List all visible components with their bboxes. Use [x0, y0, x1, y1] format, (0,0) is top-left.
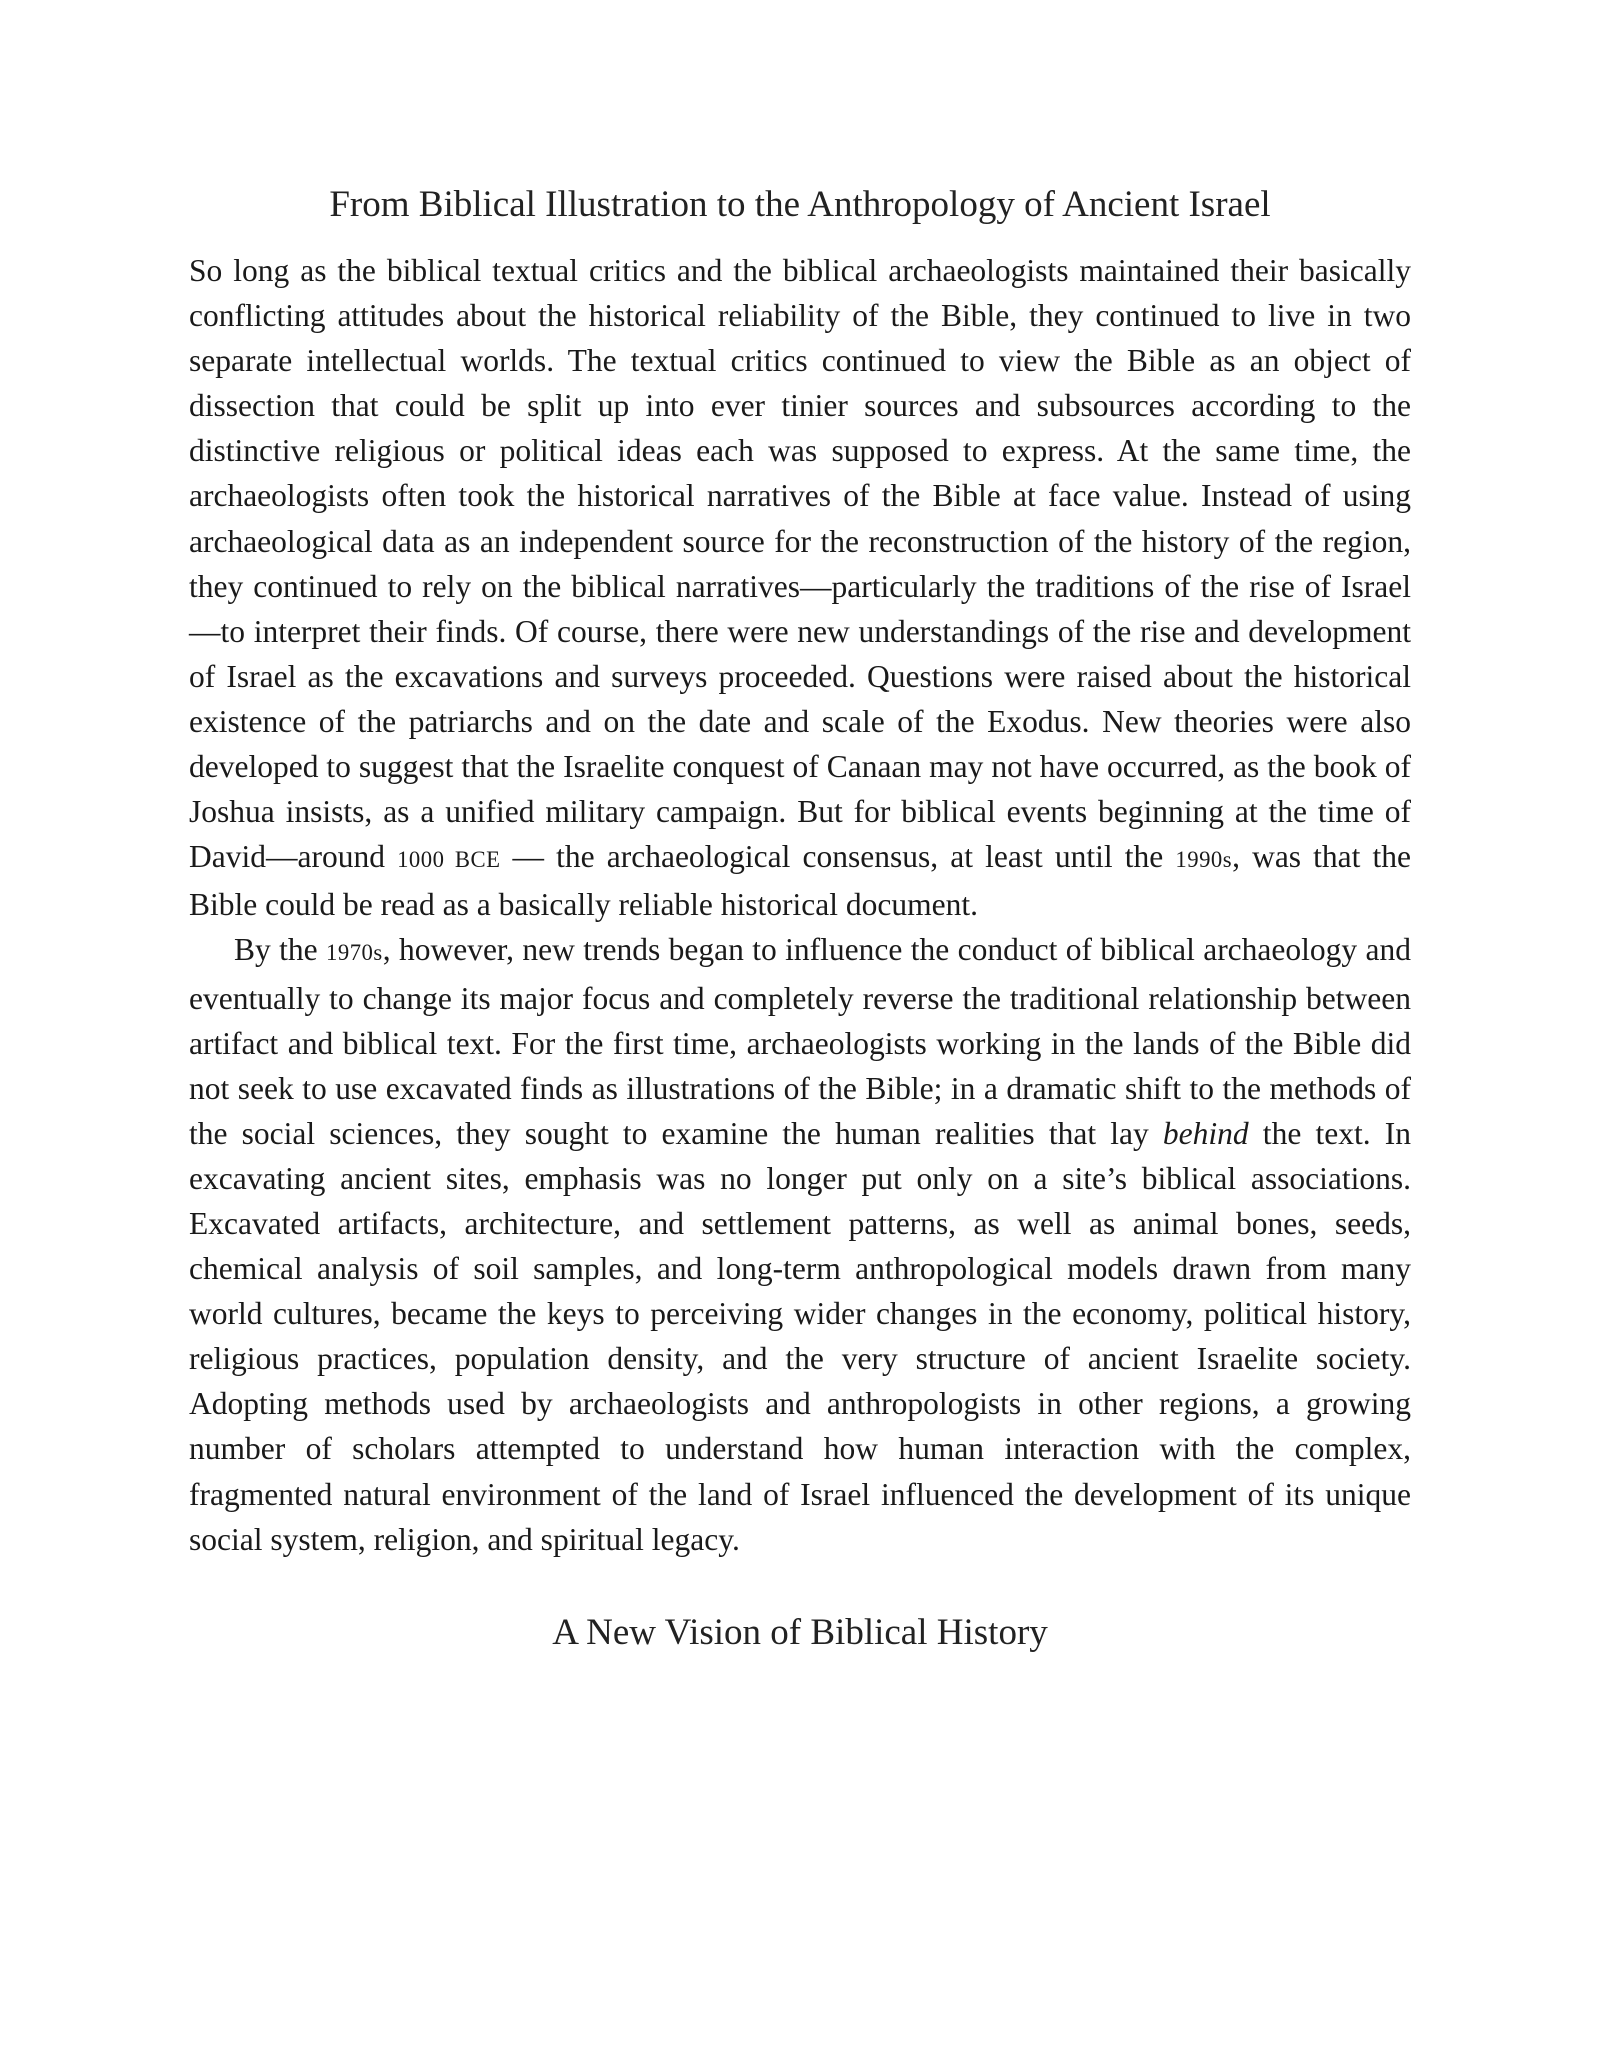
paragraph-2 [189, 927, 1411, 1561]
paragraph-2-text-a: By the [234, 932, 327, 968]
paragraph-2-emphasis: behind [1162, 1115, 1249, 1151]
paragraph-1-date: 1000 BCE [397, 847, 501, 873]
paragraph-1 [189, 248, 1411, 927]
paragraph-2-text-c: the text. In excavating ancient sites, emphasis was no longer put only on a site’s biblical associations. Excavated artifacts, architecture, and settlement patterns, as well as animal bones, seeds, chemical analysis of soil samples, and long-term anthropological models drawn from many world cultures, became the keys to perceiving wider changes in the economy, political history, religious practices, population density, and the very structure of ancient Israelite society. Adopting methods used by archaeologists and anthropologists in other regions, a growing number of scholars attempted to understand how human interaction with the complex, fragmented natural environment of the land of Israel influenced the development of its unique social system, religion, and spiritual legacy. [189, 1115, 1411, 1557]
paragraph-1-text-c: , was that the Bible could be read as a basically reliable historical document. [189, 839, 1412, 923]
paragraph-2-decade: 1970s [326, 940, 383, 966]
paragraph-1-text-a: So long as the biblical textual critics and the biblical archaeologists maintained their basically conflicting attitudes about the historical reliability of the Bible, they continued to live in two separate intellectual worlds. The textual critics continued to view the Bible as an object of dissection that could be split up into ever tinier sources and subsources according to the distinctive religious or political ideas each was supposed to express. At the same time, the archaeologists often took the historical narratives of the Bible at face value. Instead of using archaeological data as an independent source for the reconstruction of the history of the region, they continued to rely on the biblical narratives—particularly the traditions of the rise of Israel—to interpret their finds. Of course, there were new understandings of the rise and development of Israel as the excavations and surveys proceeded. Questions were raised about the historical existence of the patriarchs and on the date and scale of the Exodus. New theories were also developed to suggest that the Israelite conquest of Canaan may not have occurred, as the book of Joshua insists, as a unified military campaign. But for biblical events beginning at the time of David—around [189, 253, 1411, 875]
section-heading: From Biblical Illustration to the Anthropology of Ancient Israel [329, 184, 1271, 225]
paragraph-1-decade: 1990s [1175, 847, 1233, 873]
paragraph-1-text-b: — the archaeological consensus, at least until the [500, 839, 1176, 875]
next-section-heading: A New Vision of Biblical History [552, 1611, 1048, 1653]
paragraph-2-text-b: , however, new trends began to influence the conduct of biblical archaeology and eventually to change its major focus and completely reverse the traditional relationship between artifact and biblical text. For the first time, archaeologists working in the lands of the Bible did not seek to use excavated finds as illustrations of the Bible; in a dramatic shift to the methods of the social sciences, they sought to examine the human realities that lay [189, 932, 1411, 1151]
book-page [189, 180, 1411, 1658]
